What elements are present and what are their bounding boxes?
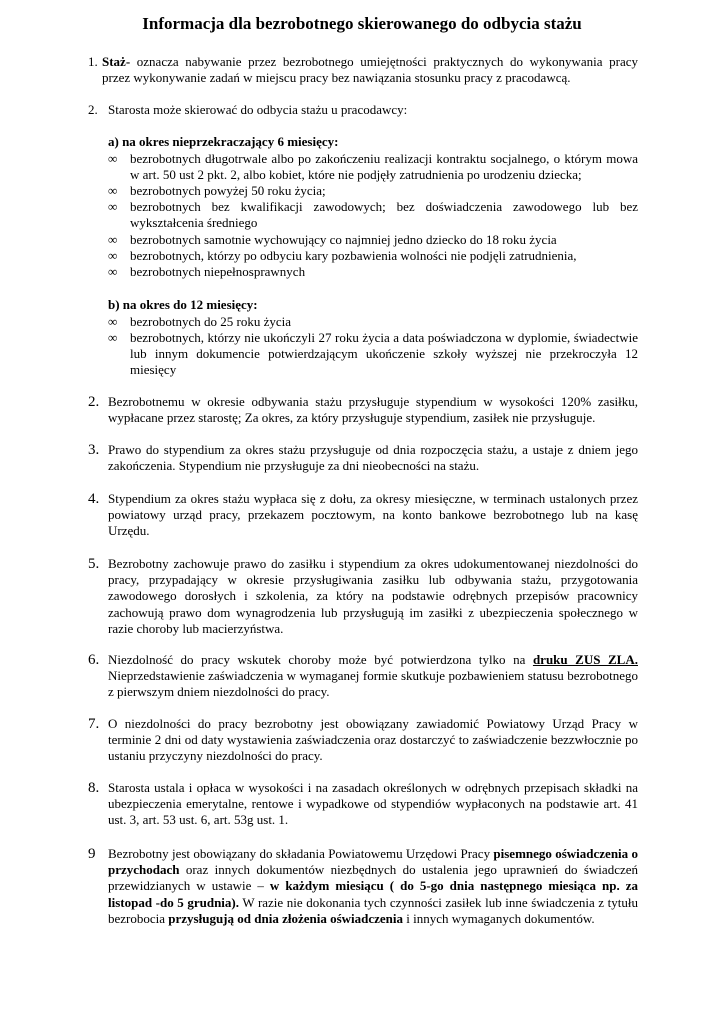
bullet-icon: ∞ xyxy=(108,183,118,198)
bullet-icon: ∞ xyxy=(108,151,118,166)
section-7-number: 6. xyxy=(88,652,100,668)
section-7-text-b: Nieprzedstawienie zaświadczenia w wymaganej formie skutkuje pozbawieniem statusu bezrobotnego z pierwszym dniem niezdolności do pracy. xyxy=(108,668,638,700)
bullet-icon: ∞ xyxy=(108,199,118,214)
section-10-t4: i innych wymaganych dokumentów. xyxy=(403,910,595,926)
section-9-text: Starosta ustala i opłaca w wysokości i na zasadach określonych w odrębnych przepisach składki na ubezpieczenia emerytalne, rentowe i wypadkowe od stypendiów wypłaconych na podstawie art. 41 ust. 3, art. 53 ust. 6, art. 53g ust. 1. xyxy=(108,780,638,828)
list-item: bezrobotnych samotnie wychowujący co najmniej jedno dziecko do 18 roku życia xyxy=(130,232,557,247)
section-5-number: 4. xyxy=(88,491,100,507)
section-8-number: 7. xyxy=(88,716,100,732)
document-title: Informacja dla bezrobotnego skierowanego do odbycia stażu xyxy=(142,14,582,33)
section-1-definition: oznacza nabywanie przez bezrobotnego umiejętności praktycznych do wykonywania pracy przez wykonywanie zadań w miejscu pracy bez nawiązania stosunku pracy z pracodawcą. xyxy=(102,54,638,86)
section-3-text: Bezrobotnemu w okresie odbywania stażu przysługuje stypendium w wysokości 120% zasiłku, wypłacane przez starostę; Za okres, za który przysługuje stypendium, zasiłek nie przysługuje. xyxy=(108,394,638,426)
section-1-number: 1. xyxy=(88,54,98,69)
bullet-icon: ∞ xyxy=(108,314,118,329)
list-item: bezrobotnych, którzy po odbyciu kary pozbawienia wolności nie podjęli zatrudnienia, xyxy=(130,248,577,263)
list-item: bezrobotnych długotrwale albo po zakończeniu realizacji kontraktu socjalnego, o którym mowa w art. 50 ust 2 pkt. 2, albo kobiet, które nie podjęły zatrudnienia po urodzeniu dziecka; xyxy=(130,151,638,183)
section-10-b2: w każdym miesiącu ( do 5-go dnia następnego miesiąca np. za listopad -do 5 grudnia). xyxy=(108,878,639,910)
list-item: bezrobotnych powyżej 50 roku życia; xyxy=(130,183,326,198)
bullet-icon: ∞ xyxy=(108,330,118,345)
section-9-number: 8. xyxy=(88,780,100,796)
list-item: bezrobotnych, którzy nie ukończyli 27 roku życia a data poświadczona w dyplomie, świadectwie lub innym dokumencie potwierdzającym ukończenie szkoły wyższej nie przekroczyła 12 miesięcy xyxy=(130,330,638,378)
section-5-text: Stypendium za okres stażu wypłaca się z dołu, za okresy miesięczne, w terminach ustalonych przez powiatowy urząd pracy, przekazem pocztowym, na konto bankowe bezrobotnego lub na kasę Urzędu. xyxy=(108,491,638,539)
section-10-t2: oraz innych dokumentów niezbędnych do ustalenia jego uprawnień do świadczeń przewidzianych w ustawie – xyxy=(108,862,638,894)
bullet-icon: ∞ xyxy=(108,232,118,247)
section-10-t3: W razie nie dokonania tych czynności zasiłek lub inne świadczenia z tytułu bezrobocia xyxy=(108,894,638,926)
section-4-text: Prawo do stypendium za okres stażu przysługuje od dnia rozpoczęcia stażu, a ustaje z dniem jego zakończenia. Stypendium nie przysługuje za dni nieobecności na stażu. xyxy=(108,442,638,474)
section-2a-heading: a) na okres nieprzekraczający 6 miesięcy: xyxy=(108,134,339,149)
bullet-icon: ∞ xyxy=(108,248,118,263)
list-item: bezrobotnych bez kwalifikacji zawodowych; bez doświadczenia zawodowego lub bez wykształcenia średniego xyxy=(130,199,638,231)
section-1-term: Staż- xyxy=(102,54,131,69)
section-2-text: Starosta może skierować do odbycia stażu u pracodawcy: xyxy=(108,102,408,117)
zus-zla-emphasis: druku ZUS ZLA. xyxy=(532,652,638,667)
section-10-t1: Bezrobotny jest obowiązany do składania Powiatowemu Urzędowi Pracy xyxy=(108,846,494,861)
section-8-text: O niezdolności do pracy bezrobotny jest obowiązany zawiadomić Powiatowy Urząd Pracy w terminie 2 dni od daty wystawienia zaświadczenia oraz dostarczyć to zaświadczenie bezzwłocznie po ustaniu przyczyny niezdolności do pracy. xyxy=(108,716,638,764)
section-7-text-a: Niezdolność do pracy wskutek choroby może być potwierdzona tylko na xyxy=(108,652,533,667)
section-2-number: 2. xyxy=(88,102,98,117)
bullet-icon: ∞ xyxy=(108,264,118,279)
section-6-text: Bezrobotny zachowuje prawo do zasiłku i stypendium za okres udokumentowanej niezdolności do pracy, przypadający w okresie przysługiwania zasiłku lub odbywania stażu, przygotowania zawodowego dorosłych i szkolenia, za który na podstawie odrębnych przepisów pracownicy zachowują prawo dom wynagrodzenia lub przysługują im zasiłki z ubezpieczenia społecznego w razie choroby lub macierzyństwa. xyxy=(108,556,638,636)
section-6-number: 5. xyxy=(88,556,100,572)
section-1-text xyxy=(102,54,638,86)
section-3-number: 2. xyxy=(88,394,100,410)
section-10-b3: przysługują od dnia złożenia oświadczenia xyxy=(168,910,404,926)
section-7-text xyxy=(108,652,638,701)
list-item: bezrobotnych do 25 roku życia xyxy=(130,314,292,329)
section-10-number: 9 xyxy=(88,846,96,862)
section-10-b1: pisemnego oświadczenia o przychodach xyxy=(108,846,638,878)
section-10-text xyxy=(108,846,638,927)
section-4-number: 3. xyxy=(88,442,100,458)
section-2b-heading: b) na okres do 12 miesięcy: xyxy=(108,297,258,312)
list-item: bezrobotnych niepełnosprawnych xyxy=(130,264,306,279)
